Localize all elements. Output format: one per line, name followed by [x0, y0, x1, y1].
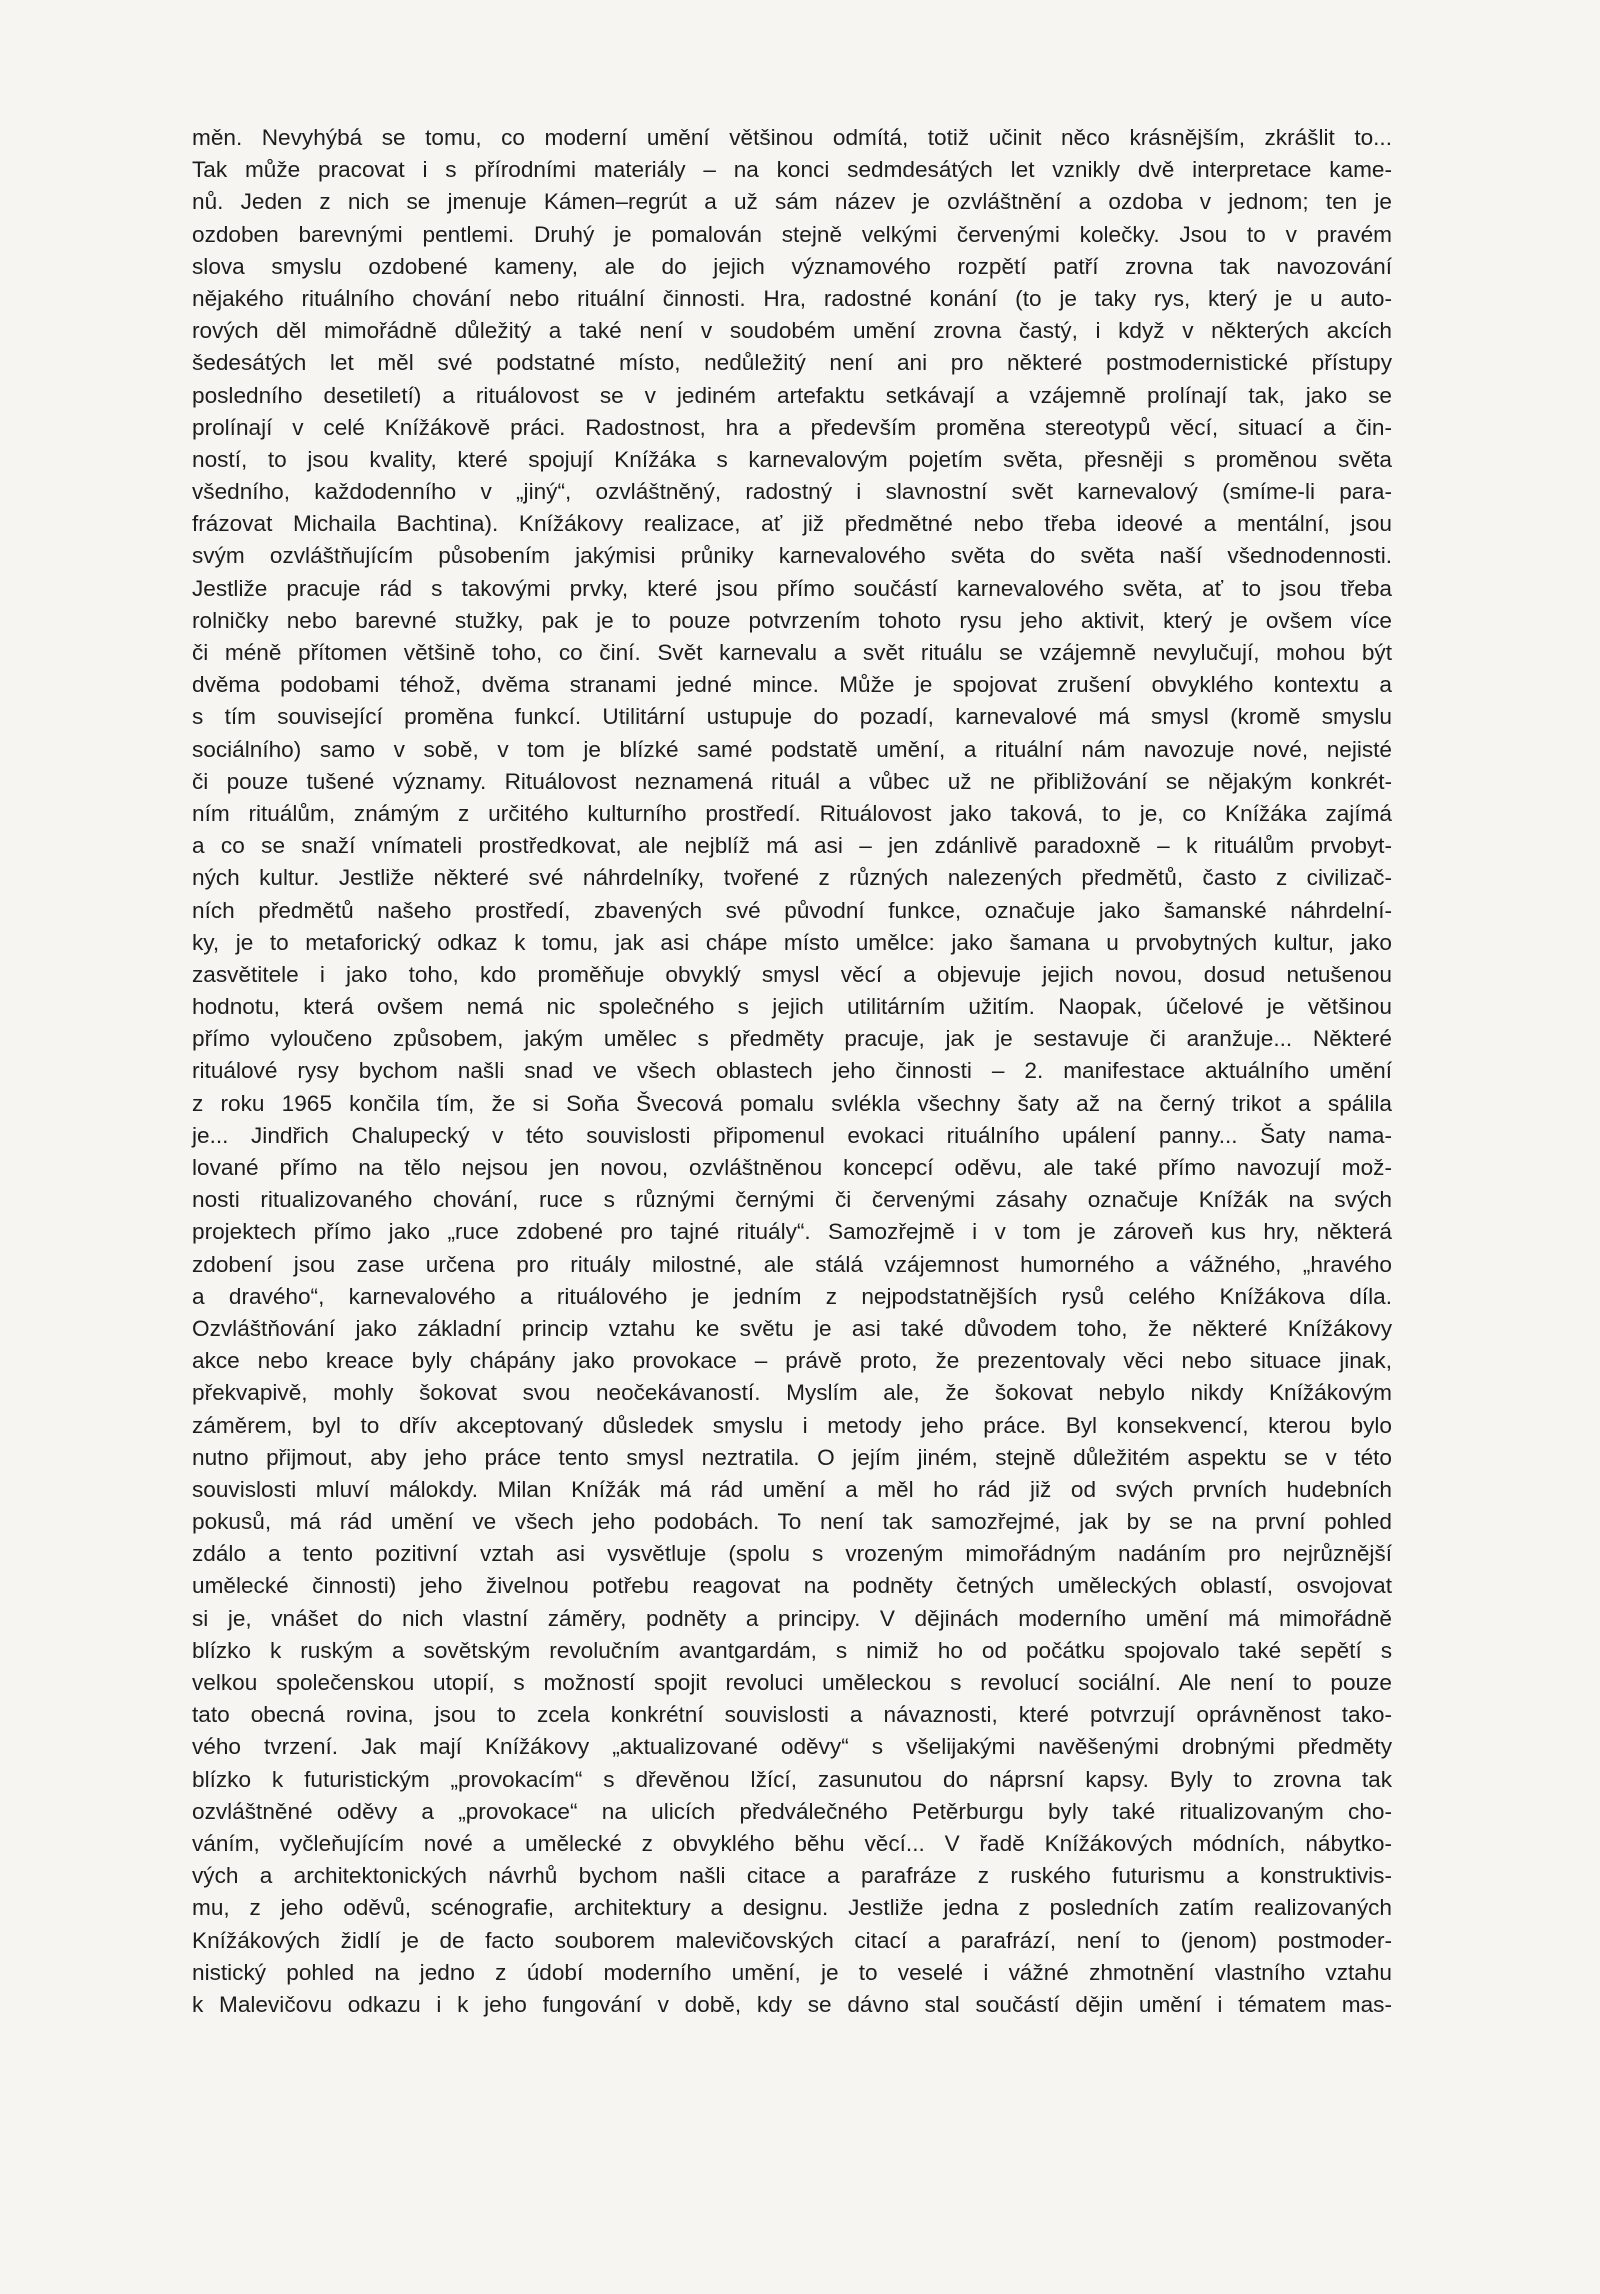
- text-line: rolničky nebo barevné stužky, pak je to pouze potvrzením tohoto rysu jeho aktivit, který je ovšem více: [192, 607, 1392, 633]
- text-line: ných kultur. Jestliže některé své náhrdelníky, tvořené z různých nalezených předmětů, často z civilizač-: [192, 865, 1392, 891]
- text-line: ozvláštněné oděvy a „provokace“ na ulicích předválečného Petěrburgu byly také ritualizovaným cho-: [192, 1798, 1392, 1824]
- text-line: Ozvláštňování jako základní princip vztahu ke světu je asi také důvodem toho, že některé Knížákovy: [192, 1315, 1392, 1341]
- text-line: přímo vyloučeno způsobem, jakým umělec s předměty pracuje, jak je sestavuje či aranžuje... Některé: [192, 1026, 1392, 1052]
- text-line: prolínají v celé Knížákově práci. Radostnost, hra a především proměna stereotypů věcí, situací a čin-: [192, 414, 1392, 440]
- text-line: lované přímo na tělo nejsou jen novou, ozvláštněnou koncepcí oděvu, ale také přímo navozují mož-: [192, 1155, 1392, 1180]
- text-line: překvapivě, mohly šokovat svou neočekávaností. Myslím ale, že šokovat nebylo nikdy Knížákovým: [192, 1380, 1392, 1406]
- text-line: vého tvrzení. Jak mají Knížákovy „aktualizované oděvy“ s všelijakými navěšenými drobnými předměty: [192, 1734, 1392, 1760]
- text-line: a co se snaží vnímateli prostředkovat, ale nejblíž má asi – jen zdánlivě paradoxně – k rituálům prvobyt-: [192, 833, 1392, 859]
- text-line: nosti ritualizovaného chování, ruce s různými černými či červenými zásahy označuje Knížák na svých: [192, 1187, 1392, 1213]
- text-line: k Malevičovu odkazu i k jeho fungování v době, kdy se dávno stal součástí dějin umění i tématem mas-: [192, 1991, 1392, 2017]
- text-line: měn. Nevyhýbá se tomu, co moderní umění většinou odmítá, totiž učinit něco krásnějším, zkrášlit to...: [192, 125, 1392, 150]
- text-line: nů. Jeden z nich se jmenuje Kámen–regrút a už sám název je ozvláštnění a ozdoba v jednom; ten je: [192, 189, 1392, 215]
- text-line: akce nebo kreace byly chápány jako provokace – právě proto, že prezentovaly věci nebo situace jinak,: [192, 1348, 1392, 1374]
- text-line: z roku 1965 končila tím, že si Soňa Švecová pomalu svlékla všechny šaty až na černý trikot a spálila: [192, 1090, 1392, 1116]
- text-line: ních předmětů našeho prostředí, zbavených své původní funkce, označuje jako šamanské náhrdelní-: [192, 897, 1392, 923]
- text-line: svým ozvláštňujícím působením jakýmisi průniky karnevalového světa do světa naší všednodennosti.: [192, 543, 1392, 569]
- text-line: si je, vnášet do nich vlastní záměry, podněty a principy. V dějinách moderního umění má mimořádně: [192, 1605, 1392, 1631]
- text-line: či pouze tušené významy. Rituálovost neznamená rituál a vůbec už ne přibližování se nějakým konkrét-: [192, 768, 1392, 794]
- text-line: pokusů, má rád umění ve všech jeho podobách. To není tak samozřejmé, jak by se na první pohled: [192, 1509, 1392, 1535]
- text-line: umělecké činnosti) jeho živelnou potřebu reagovat na podněty četných uměleckých oblastí, osvojovat: [192, 1573, 1392, 1599]
- text-line: zasvětitele i jako toho, kdo proměňuje obvyklý smysl věcí a objevuje jejich novou, dosud netušenou: [192, 961, 1392, 987]
- text-line: hodnotu, která ovšem nemá nic společného s jejich utilitárním užitím. Naopak, účelové je většinou: [192, 994, 1392, 1020]
- text-line: s tím související proměna funkcí. Utilitární ustupuje do pozadí, karnevalové má smysl (kromě smyslu: [192, 704, 1392, 730]
- text-line: šedesátých let měl své podstatné místo, nedůležitý není ani pro některé postmodernistické přístupy: [192, 350, 1392, 376]
- text-line: vých a architektonických návrhů bychom našli citace a parafráze z ruského futurismu a konstruktivis-: [192, 1863, 1392, 1889]
- text-line: rových děl mimořádně důležitý a také není v soudobém umění zrovna častý, i když v některých akcích: [192, 318, 1392, 344]
- text-line: souvislosti mluví málokdy. Milan Knížák má rád umění a měl ho rád již od svých prvních hudebních: [192, 1476, 1392, 1502]
- text-line: sociálního) samo v sobě, v tom je blízké samé podstatě umění, a rituální nám navozuje nové, nejisté: [192, 736, 1392, 762]
- text-line: slova smyslu ozdobené kameny, ale do jejich významového rozpětí patří zrovna tak navozování: [192, 253, 1392, 279]
- text-line: či méně přítomen většině toho, co činí. Svět karnevalu a svět rituálu se vzájemně nevylučují, mohou být: [192, 640, 1392, 665]
- text-line: dvěma podobami téhož, dvěma stranami jedné mince. Může je spojovat zrušení obvyklého kontextu a: [192, 672, 1392, 698]
- text-line: ozdoben barevnými pentlemi. Druhý je pomalován stejně velkými červenými kolečky. Jsou to v pravém: [192, 221, 1392, 247]
- text-line: zdobení jsou zase určena pro rituály milostné, ale stálá vzájemnost humorného a vážného, „hravého: [192, 1251, 1392, 1277]
- text-line: záměrem, byl to dřív akceptovaný důsledek smyslu i metody jeho práce. Byl konsekvencí, kterou bylo: [192, 1412, 1392, 1438]
- text-line: blízko k futuristickým „provokacím“ s dřevěnou lžící, zasunutou do náprsní kapsy. Byly to zrovna tak: [192, 1766, 1392, 1792]
- text-line: ním rituálům, známým z určitého kulturního prostředí. Rituálovost jako taková, to je, co Knížáka zajímá: [192, 800, 1392, 826]
- text-line: váním, vyčleňujícím nové a umělecké z obvyklého běhu věcí... V řadě Knížákových módních, nábytko-: [192, 1830, 1392, 1856]
- text-line: tato obecná rovina, jsou to zcela konkrétní souvislosti a návaznosti, které potvrzují oprávněnost tako-: [192, 1702, 1392, 1728]
- text-line: rituálové rysy bychom našli snad ve všech oblastech jeho činnosti – 2. manifestace aktuálního umění: [192, 1058, 1392, 1084]
- text-line: nutno přijmout, aby jeho práce tento smysl neztratila. O jejím jiném, stejně důležitém aspektu se v této: [192, 1444, 1392, 1470]
- text-line: Knížákových židlí je de facto souborem malevičovských citací a parafrází, není to (jenom) postmoder-: [192, 1927, 1392, 1953]
- text-line: posledního desetiletí) a rituálovost se v jediném artefaktu setkávají a vzájemně prolínají tak, jako se: [192, 382, 1392, 408]
- text-line: frázovat Michaila Bachtina). Knížákovy realizace, ať již předmětné nebo třeba ideové a mentální, jsou: [192, 511, 1392, 537]
- text-line: Jestliže pracuje rád s takovými prvky, které jsou přímo součástí karnevalového světa, ať to jsou třeba: [192, 575, 1392, 601]
- text-line: zdálo a tento pozitivní vztah asi vysvětluje (spolu s vrozeným mimořádným nadáním pro nejrůznější: [192, 1541, 1392, 1567]
- text-line: projektech přímo jako „ruce zdobené pro tajné rituály“. Samozřejmě i v tom je zároveň kus hry, některá: [192, 1219, 1392, 1245]
- text-line: nějakého rituálního chování nebo rituální činnosti. Hra, radostné konání (to je taky rys, který je u auto-: [192, 285, 1392, 311]
- text-line: a dravého“, karnevalového a rituálového je jedním z nejpodstatnějších rysů celého Knížákova díla.: [192, 1283, 1392, 1309]
- text-line: všedního, každodenního v „jiný“, ozvláštněný, radostný i slavnostní svět karnevalový (smíme-li para-: [192, 479, 1392, 505]
- text-line: mu, z jeho oděvů, scénografie, architektury a designu. Jestliže jedna z posledních zatím realizovaných: [192, 1895, 1392, 1921]
- text-line: velkou společenskou utopií, s možností spojit revoluci uměleckou s revolucí sociální. Ale není to pouze: [192, 1670, 1392, 1695]
- text-line: ností, to jsou kvality, které spojují Knížáka s karnevalovým pojetím světa, přesněji s proměnou světa: [192, 446, 1392, 472]
- text-line: ky, je to metaforický odkaz k tomu, jak asi chápe místo umělce: jako šamana u prvobytných kultur, jako: [192, 929, 1392, 955]
- body-text: [192, 122, 1392, 2021]
- text-line: blízko k ruským a sovětským revolučním avantgardám, s nimiž ho od počátku spojovalo také sepětí s: [192, 1637, 1392, 1663]
- text-line: Tak může pracovat i s přírodními materiály – na konci sedmdesátých let vznikly dvě interpretace kame-: [192, 157, 1392, 183]
- text-line: je... Jindřich Chalupecký v této souvislosti připomenul evokaci rituálního upálení panny... Šaty nama-: [192, 1122, 1392, 1148]
- text-line: nistický pohled na jedno z údobí moderního umění, je to veselé i vážné zhmotnění vlastního vztahu: [192, 1959, 1392, 1985]
